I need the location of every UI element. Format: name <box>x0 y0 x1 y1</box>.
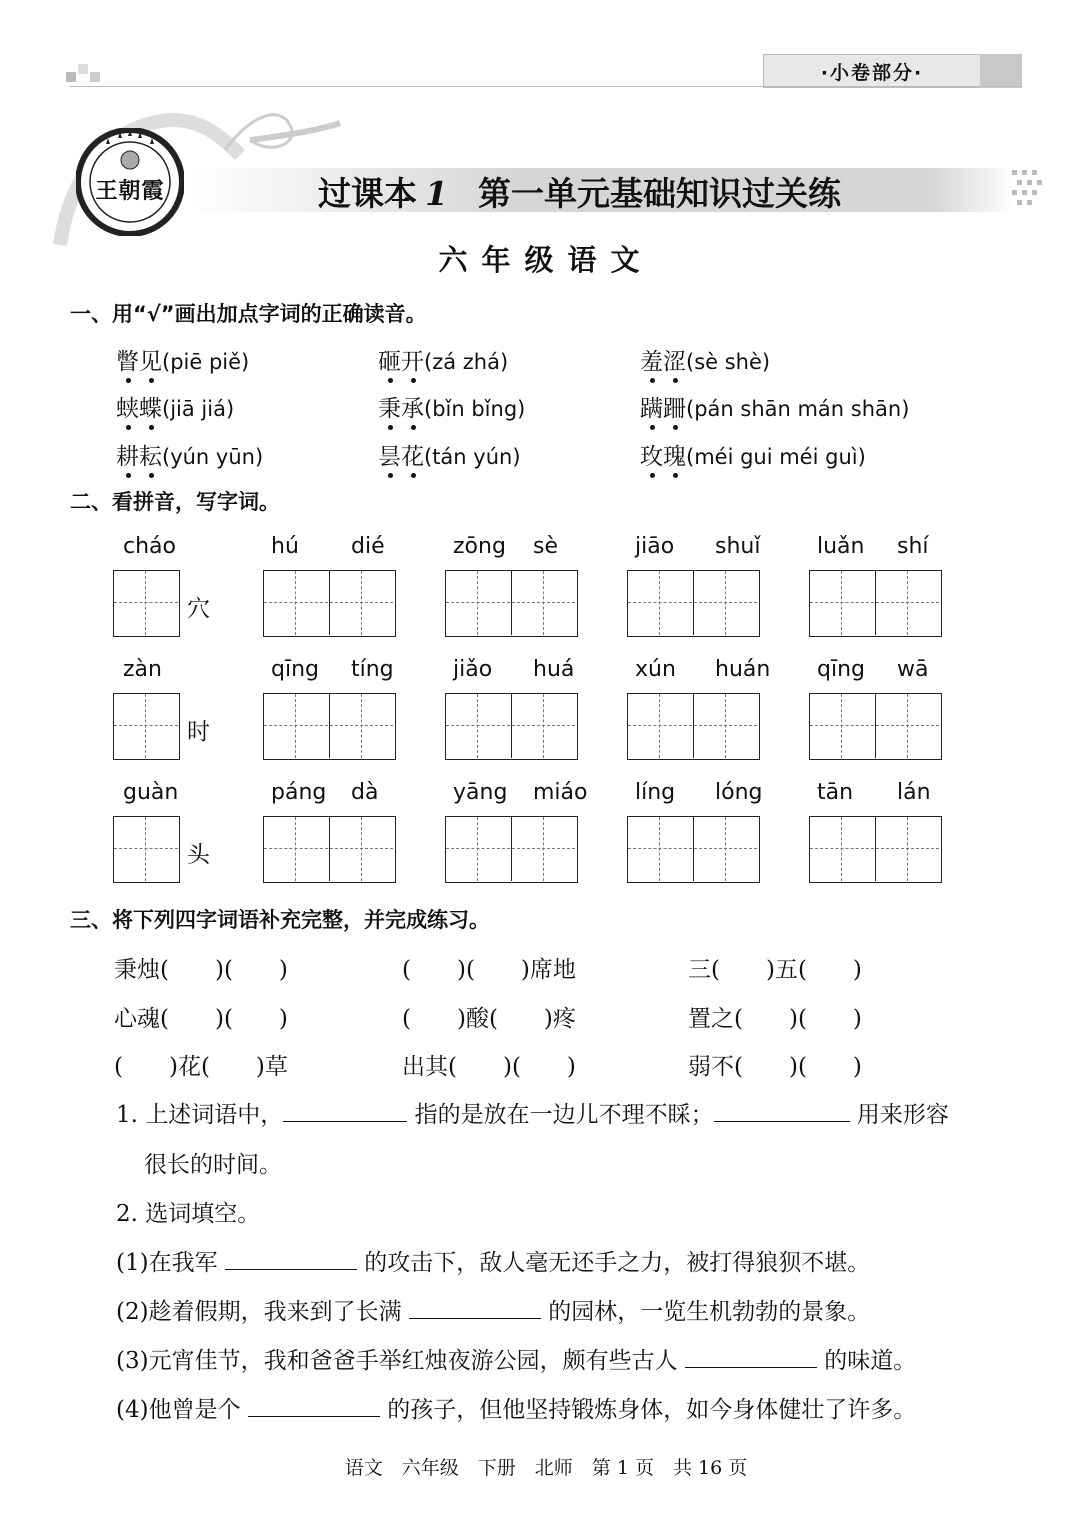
writing-grid[interactable] <box>627 693 760 760</box>
reading-item <box>116 438 263 471</box>
grid-cell[interactable] <box>446 817 510 881</box>
question-2-label: 2. 选词填空。 <box>116 1201 261 1227</box>
fill-sentence <box>116 1391 916 1424</box>
writing-grid[interactable] <box>263 693 396 760</box>
grid-cell[interactable] <box>114 694 178 758</box>
page-subtitle: 六年级语文 <box>438 243 654 277</box>
grid-cell[interactable] <box>329 571 393 635</box>
grid-cell[interactable] <box>693 817 757 881</box>
pinyin-label: luǎn <box>817 534 865 559</box>
pinyin-label: tān <box>817 780 854 805</box>
dotted-char: 蝶 <box>139 396 162 422</box>
q1-mid: 指的是放在一边儿不理不睬； <box>407 1102 714 1128</box>
pinyin-label: dié <box>351 534 385 559</box>
pinyin-label: tíng <box>351 657 394 682</box>
pinyin-options[interactable]: (bǐn bǐng) <box>424 397 526 421</box>
writing-grid[interactable] <box>263 570 396 637</box>
pinyin-label: lóng <box>715 780 763 805</box>
grid-cell[interactable] <box>693 694 757 758</box>
pinyin-label: huá <box>533 657 575 682</box>
writing-grid[interactable] <box>113 570 180 637</box>
sentence-start: (4)他曾是个 <box>116 1397 248 1423</box>
header-divider <box>70 86 1022 87</box>
dotted-char: 涩 <box>663 349 686 375</box>
logo-text: 王朝霞 <box>95 178 165 204</box>
dotted-char: 开 <box>401 349 424 375</box>
pinyin-label: shuǐ <box>715 534 761 559</box>
grid-cell[interactable] <box>264 694 328 758</box>
page-title <box>318 168 841 215</box>
reading-item <box>378 343 508 376</box>
pinyin-label: jiāo <box>635 534 675 559</box>
word-suffix: 穴 <box>187 596 210 622</box>
pinyin-label: guàn <box>123 780 179 805</box>
sentence-start: (2)趁着假期，我来到了长满 <box>116 1299 409 1325</box>
word-suffix: 时 <box>187 719 210 745</box>
dotted-char: 蛱 <box>116 396 139 422</box>
writing-grid[interactable] <box>263 816 396 883</box>
idiom-fill-item[interactable]: ( )酸( )疼 <box>402 1006 576 1032</box>
grid-cell[interactable] <box>511 817 575 881</box>
pinyin-label: xún <box>635 657 676 682</box>
sentence-end: 的孩子，但他坚持锻炼身体，如今身体健壮了许多。 <box>379 1397 917 1423</box>
grid-cell[interactable] <box>810 571 874 635</box>
writing-grid[interactable] <box>445 570 578 637</box>
pinyin-label: shí <box>897 534 929 559</box>
sentence-end: 的味道。 <box>816 1348 917 1374</box>
grid-cell[interactable] <box>875 817 939 881</box>
reading-item <box>640 438 866 471</box>
grid-cell[interactable] <box>875 694 939 758</box>
dotted-char: 跚 <box>663 396 686 422</box>
q1-end: 用来形容 <box>849 1102 949 1128</box>
grid-cell[interactable] <box>446 694 510 758</box>
idiom-fill-item[interactable]: ( )( )席地 <box>402 957 576 983</box>
reading-item <box>378 390 525 423</box>
writing-grid[interactable] <box>627 816 760 883</box>
q1-continuation: 很长的时间。 <box>144 1152 282 1178</box>
writing-grid[interactable] <box>809 570 942 637</box>
grid-cell[interactable] <box>810 817 874 881</box>
q1-label: 1. 上述词语中， <box>116 1102 284 1128</box>
page-footer: 语文 六年级 下册 北师 第 1 页 共 16 页 <box>344 1457 748 1479</box>
grid-cell[interactable] <box>446 571 510 635</box>
section1-heading: 一、用“√”画出加点字词的正确读音。 <box>70 302 427 326</box>
grid-cell[interactable] <box>264 571 328 635</box>
sentence-start: (3)元宵佳节，我和爸爸手举红烛夜游公园，颇有些古人 <box>116 1348 685 1374</box>
pinyin-label: zōng <box>453 534 506 559</box>
idiom-fill-item[interactable]: ( )花( )草 <box>114 1054 288 1080</box>
pinyin-label: cháo <box>123 534 176 559</box>
pinyin-options[interactable]: (pán shān mán shān) <box>686 397 910 421</box>
pinyin-label: dà <box>351 780 379 805</box>
dotted-char: 承 <box>401 396 424 422</box>
pinyin-label: líng <box>635 780 676 805</box>
fill-sentence <box>116 1342 916 1375</box>
grid-cell[interactable] <box>810 694 874 758</box>
pinyin-label: lán <box>897 780 931 805</box>
writing-grid[interactable] <box>445 816 578 883</box>
pinyin-options[interactable]: (yún yūn) <box>162 445 264 469</box>
reading-item <box>116 343 249 376</box>
dotted-char: 砸 <box>378 349 401 375</box>
pinyin-label: hú <box>271 534 299 559</box>
dotted-char: 瞥 <box>116 349 139 375</box>
writing-grid[interactable] <box>113 693 180 760</box>
section-tag: ·小卷部分· <box>763 54 981 88</box>
q1-blank-1[interactable] <box>283 1097 407 1122</box>
grid-cell[interactable] <box>114 571 178 635</box>
grid-cell[interactable] <box>264 817 328 881</box>
grid-cell[interactable] <box>329 817 393 881</box>
title-number: 1 <box>425 174 448 213</box>
question-1 <box>116 1096 949 1129</box>
grid-cell[interactable] <box>628 694 692 758</box>
grid-cell[interactable] <box>114 817 178 881</box>
fill-sentence <box>116 1244 870 1277</box>
idiom-fill-item[interactable]: 三( )五( ) <box>688 957 862 983</box>
sentence-end: 的园林，一览生机勃勃的景象。 <box>540 1299 871 1325</box>
q1-blank-2[interactable] <box>714 1097 850 1122</box>
idiom-fill-item[interactable]: 弱不( )( ) <box>688 1054 862 1080</box>
dotted-char: 见 <box>139 349 162 375</box>
publisher-logo <box>76 128 184 236</box>
dotted-char: 羞 <box>640 349 663 375</box>
pinyin-label: yāng <box>453 780 508 805</box>
grid-cell[interactable] <box>693 571 757 635</box>
pinyin-options[interactable]: (jiā jiá) <box>162 397 235 421</box>
grid-cell[interactable] <box>329 694 393 758</box>
answer-blank[interactable] <box>409 1294 541 1319</box>
grid-cell[interactable] <box>628 571 692 635</box>
dotted-char: 花 <box>401 444 424 470</box>
idiom-fill-item[interactable]: 秉烛( )( ) <box>114 957 288 983</box>
grid-cell[interactable] <box>628 817 692 881</box>
dotted-char: 耕 <box>116 444 139 470</box>
reading-item <box>640 343 770 376</box>
pinyin-label: sè <box>533 534 558 559</box>
pinyin-options[interactable]: (zá zhá) <box>424 350 509 374</box>
dotted-char: 昙 <box>378 444 401 470</box>
sentence-start: (1)在我军 <box>116 1250 225 1276</box>
pinyin-label: zàn <box>123 657 162 682</box>
section2-heading: 二、看拼音，写字词。 <box>70 490 280 514</box>
pinyin-label: qīng <box>817 657 865 682</box>
idiom-fill-item[interactable]: 出其( )( ) <box>402 1054 576 1080</box>
title-main: 第一单元基础知识过关练 <box>477 174 841 213</box>
section3-heading: 三、将下列四字词语补充完整，并完成练习。 <box>70 908 490 932</box>
pinyin-label: huán <box>715 657 771 682</box>
idiom-fill-item[interactable]: 心魂( )( ) <box>114 1006 288 1032</box>
idiom-fill-item[interactable]: 置之( )( ) <box>688 1006 862 1032</box>
writing-grid[interactable] <box>809 816 942 883</box>
pinyin-options[interactable]: (tán yún) <box>424 445 521 469</box>
pinyin-label: miáo <box>533 780 588 805</box>
dotted-char: 瑰 <box>663 444 686 470</box>
reading-item <box>640 390 909 423</box>
tag-decoration <box>980 54 1022 88</box>
reading-item <box>116 390 234 423</box>
writing-grid[interactable] <box>809 693 942 760</box>
pinyin-options[interactable]: (piē piě) <box>162 350 250 374</box>
grid-cell[interactable] <box>511 694 575 758</box>
answer-blank[interactable] <box>248 1392 380 1417</box>
title-prefix: 过课本 <box>318 174 417 213</box>
reading-item <box>378 438 521 471</box>
answer-blank[interactable] <box>225 1245 357 1270</box>
grid-cell[interactable] <box>511 571 575 635</box>
writing-grid[interactable] <box>113 816 180 883</box>
sentence-end: 的攻击下，敌人毫无还手之力，被打得狼狈不堪。 <box>356 1250 871 1276</box>
pinyin-label: páng <box>271 780 327 805</box>
word-suffix: 头 <box>187 842 210 868</box>
dotted-char: 玫 <box>640 444 663 470</box>
pinyin-label: qīng <box>271 657 319 682</box>
dotted-char: 秉 <box>378 396 401 422</box>
writing-grid[interactable] <box>445 693 578 760</box>
dotted-char: 蹒 <box>640 396 663 422</box>
pinyin-options[interactable]: (méi gui méi guì) <box>686 445 866 469</box>
fill-sentence <box>116 1293 870 1326</box>
dot-pattern-decoration <box>1012 168 1052 212</box>
writing-grid[interactable] <box>627 570 760 637</box>
dotted-char: 耘 <box>139 444 162 470</box>
grid-cell[interactable] <box>875 571 939 635</box>
pinyin-label: wā <box>897 657 929 682</box>
pinyin-label: jiǎo <box>453 657 493 682</box>
answer-blank[interactable] <box>685 1343 817 1368</box>
pinyin-options[interactable]: (sè shè) <box>686 350 771 374</box>
